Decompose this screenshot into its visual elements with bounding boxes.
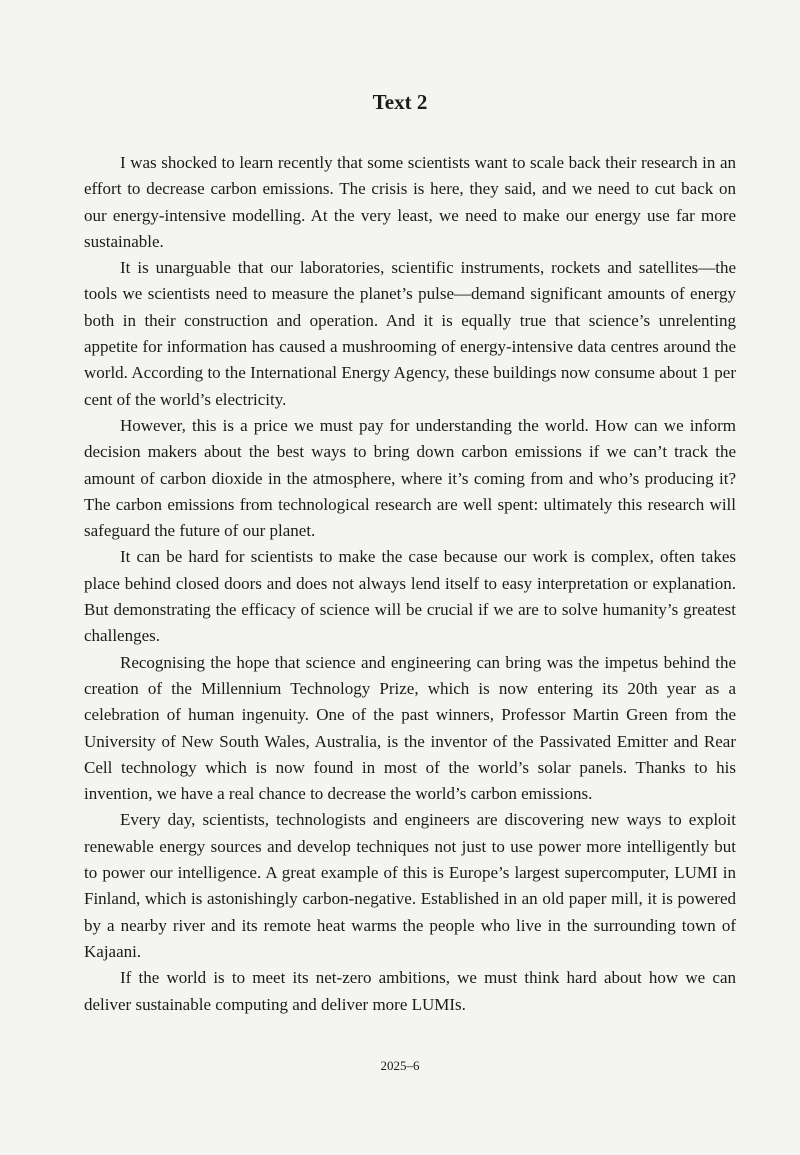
- page-title: Text 2: [372, 90, 428, 114]
- page-number: 2025–6: [380, 1058, 420, 1073]
- paragraph-2: It is unarguable that our laboratories, scientific instruments, rockets and satellites—the tools we scientists need to measure the planet’s pulse—demand significant amounts of energy both in their construction and operation. And it is equally true that science’s unrelenting appetite for information has caused a mushrooming of energy-intensive data centres around the world. According to the International Energy Agency, these buildings now consume about 1 per cent of the world’s electricity.: [84, 258, 736, 409]
- article-body: [84, 150, 736, 1018]
- paragraph-5: Recognising the hope that science and engineering can bring was the impetus behind the creation of the Millennium Technology Prize, which is now entering its 20th year as a celebration of human ingenuity. One of the past winners, Professor Martin Green from the University of New South Wales, Australia, is the inventor of the Passivated Emitter and Rear Cell technology which is now found in most of the world’s solar panels. Thanks to his invention, we have a real chance to decrease the world’s carbon emissions.: [84, 652, 736, 804]
- paragraph-1: I was shocked to learn recently that some scientists want to scale back their research in an effort to decrease carbon emissions. The crisis is here, they said, and we need to cut back on our energy-intensive modelling. At the very least, we need to make our energy use far more sustainable.: [84, 153, 736, 251]
- paragraph-3: However, this is a price we must pay for understanding the world. How can we inform decision makers about the best ways to bring down carbon emissions if we can’t track the amount of carbon dioxide in the atmosphere, where it’s coming from and who’s producing it? The carbon emissions from technological research are well spent: ultimately this research will safeguard the future of our planet.: [84, 415, 736, 541]
- paragraph-6: Every day, scientists, technologists and engineers are discovering new ways to exploit renewable energy sources and develop techniques not just to use power more intelligently but to power our intelligence. A great example of this is Europe’s largest supercomputer, LUMI in Finland, which is astonishingly carbon-negative. Established in an old paper mill, it is powered by a nearby river and its remote heat warms the people who live in the surrounding town of Kajaani.: [84, 810, 736, 961]
- paragraph-4: It can be hard for scientists to make the case because our work is complex, often takes place behind closed doors and does not always lend itself to easy interpretation or explanation. But demonstrating the efficacy of science will be crucial if we are to solve humanity’s greatest challenges.: [84, 547, 736, 646]
- paragraph-7: If the world is to meet its net-zero ambitions, we must think hard about how we can deliver sustainable computing and deliver more LUMIs.: [84, 968, 736, 1014]
